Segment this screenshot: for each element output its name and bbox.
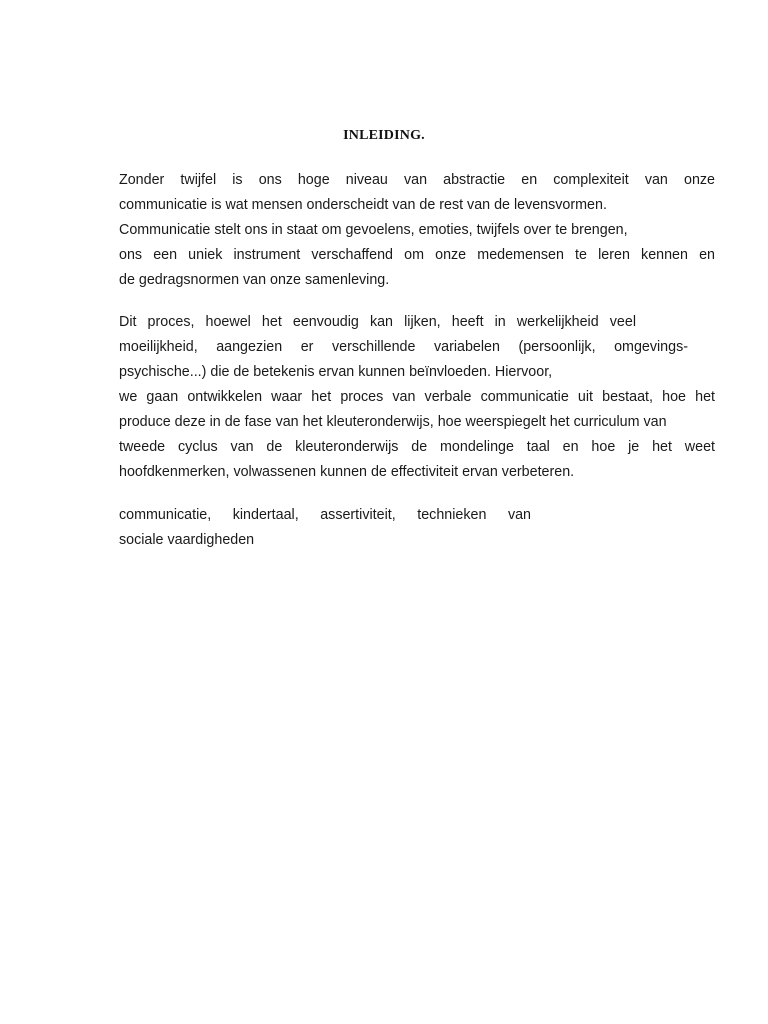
paragraph-keywords <box>119 503 715 553</box>
text-line: tweede cyclus van de kleuteronderwijs de mondelinge taal en hoe je het weet <box>119 439 715 455</box>
text-line: psychische...) die de betekenis ervan kunnen beïnvloeden. Hiervoor, <box>119 364 553 380</box>
document-title: INLEIDING. <box>343 128 425 143</box>
text-line: communicatie is wat mensen onderscheidt van de rest van de levensvormen. <box>119 197 607 213</box>
text-line: Zonder twijfel is ons hoge niveau van abstractie en complexiteit van onze <box>119 172 715 188</box>
text-line: Communicatie stelt ons in staat om gevoelens, emoties, twijfels over te brengen, <box>119 222 628 238</box>
text-line: we gaan ontwikkelen waar het proces van verbale communicatie uit bestaat, hoe het <box>119 389 715 405</box>
keywords-line: communicatie, kindertaal, assertiviteit, technieken van <box>119 507 531 523</box>
paragraph-intro <box>119 168 715 293</box>
text-line: de gedragsnormen van onze samenleving. <box>119 272 390 288</box>
text-line: produce deze in de fase van het kleuteronderwijs, hoe weerspiegelt het curriculum van <box>119 414 667 430</box>
text-line: hoofdkenmerken, volwassenen kunnen de effectiviteit ervan verbeteren. <box>119 464 575 480</box>
keywords-line: sociale vaardigheden <box>119 532 255 548</box>
text-line: Dit proces, hoewel het eenvoudig kan lijken, heeft in werkelijkheid veel <box>119 314 636 330</box>
paragraph-process <box>119 310 715 485</box>
text-line: moeilijkheid, aangezien er verschillende variabelen (persoonlijk, omgevings- <box>119 339 688 355</box>
text-line: ons een uniek instrument verschaffend om onze medemensen te leren kennen en <box>119 247 715 263</box>
